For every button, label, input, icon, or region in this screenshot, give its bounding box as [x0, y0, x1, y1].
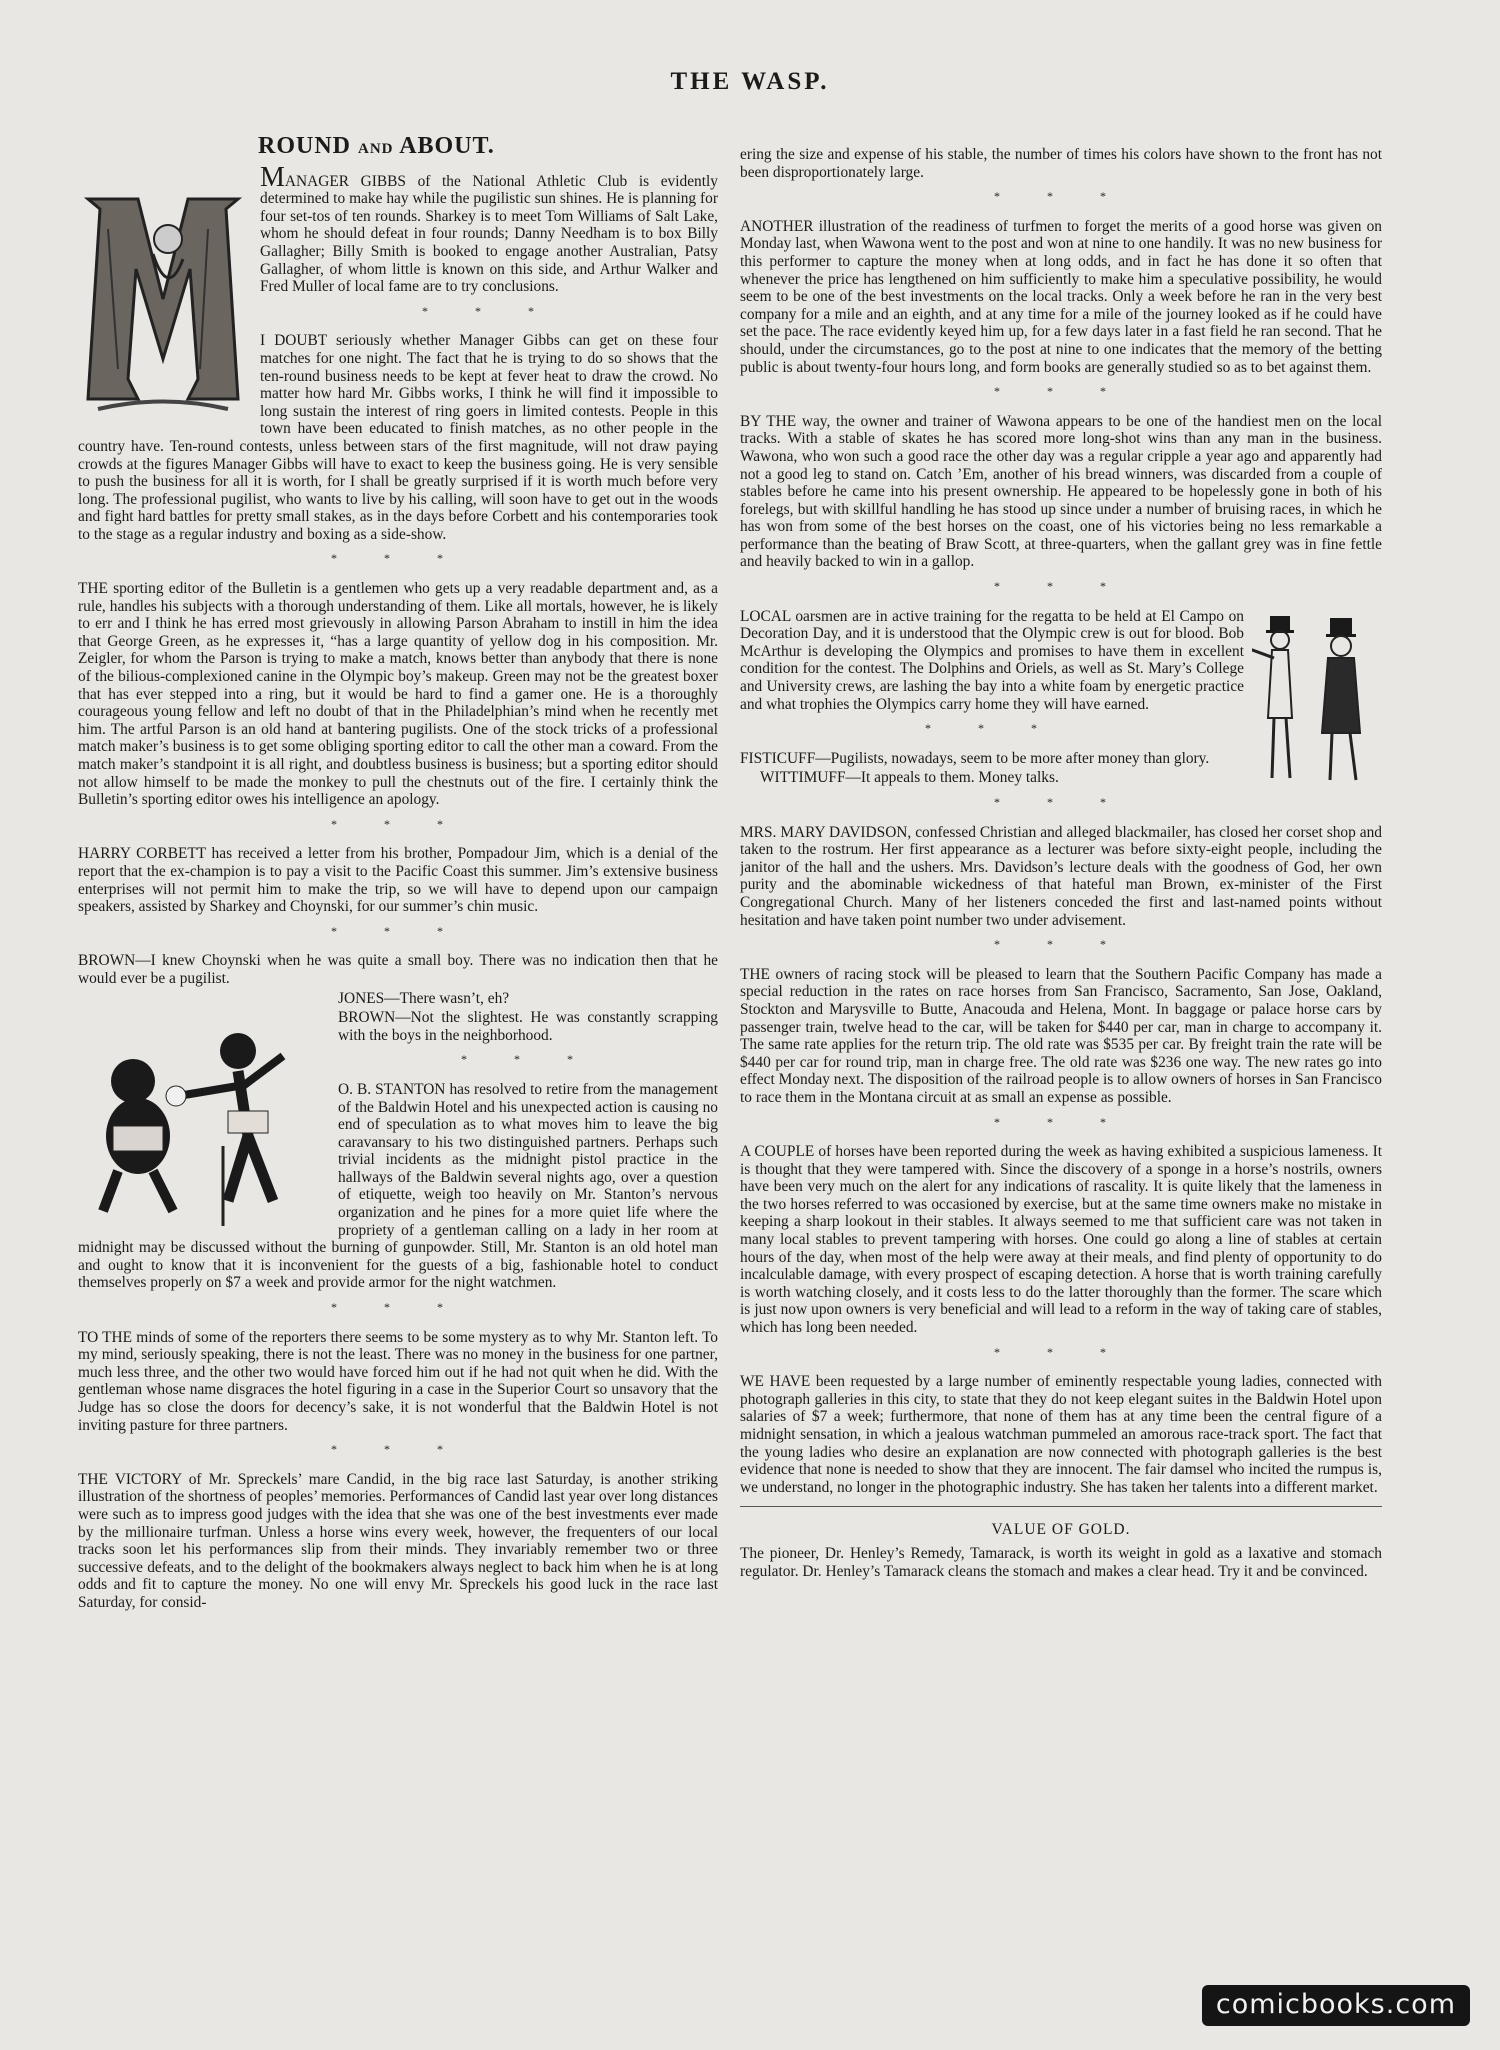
section-divider: * * * [331, 551, 465, 566]
section-divider: * * * [994, 1114, 1128, 1129]
article-paragraph: ANOTHER illustration of the readiness of turfmen to forget the merits of a good horse was given on Monday last, when Wawona went to the post and won at nine to one handily. It was no new business for this performer to capture the money when at long odds, and in fact he has done it so often that whenever the price has lengthened on him sufficiently to make him a speculative possibility, he would seem to be one of the best investments on the local tracks. Only a week before he ran in the very best company for a mile and an eighth, and at any time for a mile of the journey looked as if he could have set the pace. The race evidently keyed him up, for a few days later in a fast field he ran second. That he should, under the circumstances, go to the post at nine to one indicates that the memory of the betting public is about twenty-four hours long, and form books are generally studied so as to bet against them. [740, 217, 1382, 376]
watermark-logo: comicbooks.com [1202, 1985, 1470, 2026]
section-divider: * * * [331, 923, 465, 938]
left-column [78, 132, 718, 1962]
section-divider: * * * [994, 937, 1128, 952]
gentlemen-cartoon-illustration [1252, 608, 1382, 788]
section-divider: * * * [925, 721, 1059, 736]
dialogue-line: WITTIMUFF—It appeals to them. Money talks. [760, 769, 1059, 787]
article-paragraph: THE VICTORY of Mr. Spreckels’ mare Candid, in the big race last Saturday, is another striking illustration of the shortness of peoples’ memories. Performances of Candid last year over long distances were such as to impress good judges with the idea that she was one of the best investments ever made by the millionaire turfman. Unless a horse wins every week, however, the frequenters of our local tracks soon let his performances slip from their minds. They invariably remember two or three successive defeats, and to the delight of the bookmakers always neglect to back him when he is at long odds and fit to capture the money. No one will envy Mr. Spreckels his good luck in the race last Saturday, for consid- [78, 1470, 718, 1611]
article-paragraph: A COUPLE of horses have been reported during the week as having exhibited a suspicious lameness. It is thought that they were tampered with. Since the discovery of a sponge in a horse’s nostrils, owners have been very much on the alert for any indications of rascality. It is quite likely that the lameness in the two horses referred to was occasioned by exercise, but at the same time owners make no mistake in keeping a sharp lookout in their stables. It always seemed to me that sufficient care was not taken in many local stables to prevent tampering with horses. One could go along a line of stables at certain hours of the day, when most of the help were away at their meals, and find plenty of opportunity to do incalculable damage, with every prospect of escaping detection. A horse that is worth training carefully is worth watching closely, and it costs less to do the latter thoroughly than the former. The scare which is just now upon owners is very beneficial and will lead to a reform in the way of taking care of stables, which has long been needed. [740, 1143, 1382, 1337]
section-divider: * * * [994, 795, 1128, 809]
article-paragraph: WE HAVE been requested by a large number of eminently respectable young ladies, connected with photograph galleries in this city, to state that they do not keep elegant suites in the Baldwin Hotel upon salaries of $7 a week; furthermore, that none of them has at any time been the central figure of a midnight sensation, in which a jealous watchman pummeled an amorous race-track sport. The fact that the young ladies who desire an explanation are now connected with photograph galleries is the best evidence that none is needed to show that they are innocent. The fair damsel who incited the rumpus is, we understand, no longer in the photographic industry. She has taken her talents into a different market. [740, 1373, 1382, 1496]
section-divider: * * * [461, 1052, 595, 1067]
section-divider: * * * [994, 1344, 1128, 1359]
article-paragraph: O. B. STANTON has resolved to retire from the management of the Baldwin Hotel and his unexpected action is causing no end of speculation as to what moves him to leave the big caravansary to his two distinguished partners. Perhaps such trivial incidents as the midnight pistol practice in the hallways of the Baldwin several nights ago, over a question of etiquette, weigh too heavily on Mr. Stanton’s nervous organization and he pines for a more quiet life where the propriety of a gentleman calling on a lady in her room at midnight may be discussed without the burning of gunpowder. Still, Mr. Stanton is an old hotel man and ought to know that it is inconvenient for the guests of a big, fashionable hotel to conduct themselves properly on $7 a week and provide armor for the night watchmen. [78, 1080, 718, 1292]
section-divider: * * * [331, 1442, 465, 1457]
article-paragraph: MANAGER GIBBS of the National Athletic Club is evidently determined to make hay while the pugilistic sun shines. He is planning for four set-tos of ten rounds. Sharkey is to meet Tom Williams of Salt Lake, whom he should defeat in four rounds; Danny Needham is to box Billy Gallagher; Billy Smith is booked to engage another Australian, Patsy Gallagher, of whom little is known on this side, and Arthur Walker and Fred Muller of local fame are to try conclusions. [260, 161, 718, 296]
article-paragraph: THE owners of racing stock will be pleased to learn that the Southern Pacific Company has made a special reduction in the rates on race horses from San Francisco, Sacramento, San Jose, Oakland, Stockton and Marysville to Butte, Anacouda and Helena, Mont. In baggage or palace horse cars by passenger train, twelve head to the car, will be taken for $440 per car, man in charge to accompany it. The same rate applies for the return trip. The old rate was $535 per car. By freight train the rate will be $440 per car for round trip, man in charge free. The old rate was $236 one way. The new rates go into effect Monday next. The disposition of the railroad people is to allow owners of horses in San Francisco to race them in the Montana circuit at as small an expense as possible. [740, 965, 1382, 1106]
article-paragraph: I DOUBT seriously whether Manager Gibbs can get on these four matches for one night. The fact that he is trying to do so shows that the ten-round business needs to be kept at fever heat to draw the crowd. No matter how hard Mr. Gibbs works, I think he will find it impossible to long sustain the interest of ring goers in limited contests. People in this town have been educated to finish matches, as no other people in the country have. Ten-round contests, unless between stars of the first magnitude, will not draw paying crowds at the figures Manager Gibbs will have to exact to keep the business going. He is very sensible to push the business for all it is worth, for I shall be greatly surprised if it is worth much before very long. The professional pugilist, who wants to live by his calling, will soon have to get out in the woods and fight hard battles for pretty small stakes, as in the days before Corbett and his contemporaries took to the stage as a regular industry and boxing as a side-show. [78, 332, 718, 543]
article-paragraph: THE sporting editor of the Bulletin is a gentlemen who gets up a very readable department and, as a rule, handles his subjects with a thorough understanding of them. Like all mortals, however, he is likely to err and I think he has erred most grievously in allowing Parson Abraham to instill in him the idea that George Green, as he expresses it, “has a large quantity of yellow dog in his composition. Mr. Zeigler, for whom the Parson is trying to make a match, knows better than anybody that there is none of the bilious-complexioned canine in the Olympic boy’s makeup. Green may not be the greatest boxer that has ever stepped into a ring, but it would be hard to find a gamer one. He is a thoroughly courageous young fellow and left no doubt of that in the Philadelphian’s mind when he recently met him. The artful Parson is an old hand at bantering pugilists. One of the stock tricks of a professional match maker’s business is to get some obliging sporting editor to call the other man a coward. From the match maker’s standpoint it is all right, and doubtless business is business; but a sporting editor should not allow himself to be made the monkey to pull the chestnuts out of the fire. I certainly think the Bulletin’s sporting editor owes his intelligence an apology. [78, 580, 718, 809]
section-divider: * * * [994, 579, 1128, 594]
section-divider: * * * [331, 816, 465, 831]
section-divider: * * * [994, 384, 1128, 399]
advertisement-heading: VALUE OF GOLD. [991, 1521, 1131, 1539]
article-paragraph: BY THE way, the owner and trainer of Wawona appears to be one of the handiest men on the local tracks. With a stable of skates he has scored more long-shot wins than any man in the business. Wawona, who won such a good race the other day was a regular cripple a year ago and apparently had not a good leg to stand on. Catch ’Em, another of his bread winners, was discarded from a couple of stables before he came into his present ownership. He appeared to be hopelessly gone in both of his forelegs, but with skillful handling he has stood up since under a number of bruising races, in which he has won from some of the best horses on the coast, one of his victories being no less remarkable a performance than the beating of Braw Scott, at three-quarters, when the gallant grey was in fine fettle and heavily backed to win in a gallop. [740, 412, 1382, 571]
right-column [740, 146, 1382, 1976]
dialogue-line: BROWN—I knew Choynski when he was quite a small boy. There was no indication then that he would ever be a pugilist. [78, 952, 718, 987]
section-heading: ROUND AND ABOUT. [258, 133, 495, 159]
dialogue-line: BROWN—Not the slightest. He was constantly scrapping with the boys in the neighborhood. [338, 1009, 718, 1044]
boxers-cartoon-illustration [78, 996, 328, 1226]
article-paragraph: TO THE minds of some of the reporters there seems to be some mystery as to why Mr. Stanton left. To my mind, seriously speaking, there is not the least. There was no money in the business for one partner, much less three, and the other two would have forced him out if he had not quit when he did. With the gentleman whose name disgraces the hotel figuring in a case in the Superior Court so unsavory that the Judge has so close the doors for decency’s sake, it is not wonderful that the Baldwin Hotel is not inviting pasture for three partners. [78, 1328, 718, 1434]
section-divider: * * * [331, 1300, 465, 1315]
dialogue-line: FISTICUFF—Pugilists, nowadays, seem to be more after money than glory. [740, 749, 1210, 767]
advertisement-text: The pioneer, Dr. Henley’s Remedy, Tamarack, is worth its weight in gold as a laxative and stomach regulator. Dr. Henley’s Tamarack cleans the stomach and makes a clear head. Try it and be convinced. [740, 1544, 1382, 1580]
article-paragraph: MRS. MARY DAVIDSON, confessed Christian and alleged blackmailer, has closed her corset shop and taken to the rostrum. Her first appearance as a lecturer was before sixty-eight people, including the janitor of the hall and the ushers. Mrs. Davidson’s lecture deals with the goodness of God, her own purity and the abominable wickedness of that hateful man Brown, ex-minister of the First Congregational Church. Many of her listeners conceded the first and last-named points without hesitation and have taken point number two under advisement. [740, 823, 1382, 929]
horizontal-rule [740, 1506, 1382, 1507]
section-divider: * * * [422, 303, 556, 318]
article-paragraph: HARRY CORBETT has received a letter from his brother, Pompadour Jim, which is a denial of the report that the ex-champion is to pay a visit to the Pacific Coast this summer. Jim’s extensive business enterprises will not permit him to make the trip, so we will have to depend upon our campaign speakers, assisted by Sharkey and Choynski, for our summer’s chin music. [78, 845, 718, 916]
decorative-initial-m-illustration [78, 169, 248, 419]
article-paragraph: ering the size and expense of his stable, the number of times his colors have shown to the front has not been disproportionately large. [740, 146, 1382, 181]
section-divider: * * * [994, 189, 1128, 204]
article-paragraph: LOCAL oarsmen are in active training for the regatta to be held at El Campo on Decoration Day, and it is understood that the Olympic crew is out for blood. Bob McArthur is developing the Olympics and promises to have them in excellent condition for the contest. The Dolphins and Oriels, as well as St. Mary’s College and University crews, are lashing the bay into a white foam by energetic practice and what trophies the Olympics carry home they will have earned. [740, 607, 1244, 713]
dialogue-line: JONES—There wasn’t, eh? [338, 989, 510, 1007]
masthead: THE WASP. [670, 68, 830, 95]
